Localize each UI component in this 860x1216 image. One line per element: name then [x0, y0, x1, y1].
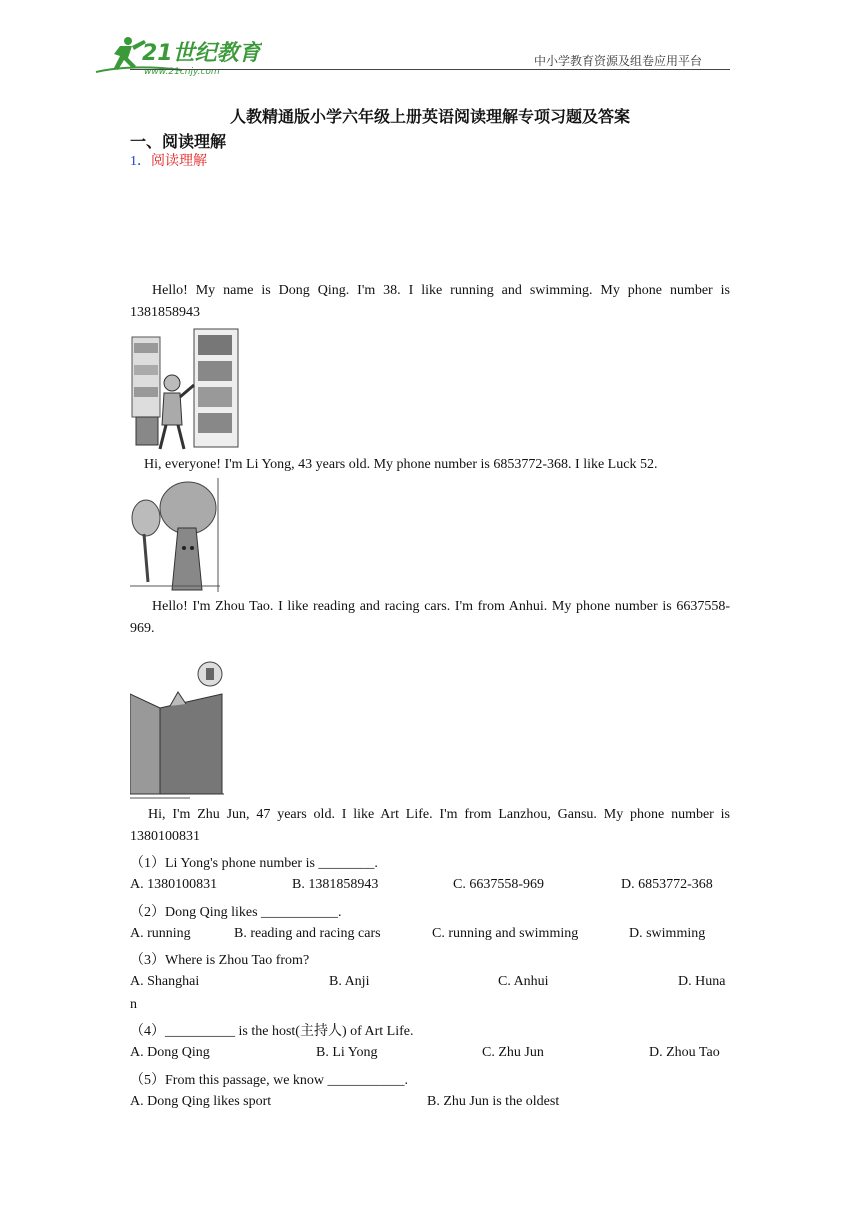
q1-option-c[interactable]: C. 6637558-969 [453, 877, 544, 892]
q3-option-b[interactable]: B. Anji [329, 974, 370, 989]
question-type: 阅读理解 [151, 154, 207, 169]
q1-option-d[interactable]: D. 6853772-368 [621, 877, 713, 892]
question-5-stem: （5）From this passage, we know ___________. [130, 1073, 409, 1088]
logo-url: www.21cnjy.com [144, 67, 220, 77]
header-divider [130, 69, 730, 70]
q4-option-b[interactable]: B. Li Yong [316, 1045, 378, 1060]
passage-text: Hi, I'm Zhu Jun, 47 years old. I like Art Life. I'm from Lanzhou, Gansu. My phone number is 1380100831 [130, 807, 730, 844]
document-title: 人教精通版小学六年级上册英语阅读理解专项习题及答案 [229, 109, 630, 126]
site-logo [92, 34, 262, 78]
q4-option-a[interactable]: A. Dong Qing [130, 1045, 210, 1060]
passage-2 [144, 454, 734, 476]
q3-option-d-wrap: n [130, 997, 137, 1012]
question-1-stem: （1）Li Yong's phone number is ________. [130, 856, 378, 871]
illustration-street [130, 654, 224, 800]
logo-text: 21世纪教育 [142, 41, 261, 66]
question-3-stem: （3）Where is Zhou Tao from? [130, 953, 310, 968]
question-heading [130, 150, 207, 170]
passage-4 [130, 804, 730, 848]
illustration-tree [130, 478, 220, 592]
passage-text: Hello! I'm Zhou Tao. I like reading and racing cars. I'm from Anhui. My phone number is 6637558-969. [130, 599, 730, 636]
q2-option-b[interactable]: B. reading and racing cars [234, 926, 381, 941]
section-title: 一、阅读理解 [130, 134, 227, 151]
q3-option-d[interactable]: D. Huna [678, 974, 726, 989]
question-2-stem: （2）Dong Qing likes ___________. [130, 905, 342, 920]
q2-option-d[interactable]: D. swimming [629, 926, 706, 941]
passage-text: Hello! My name is Dong Qing. I'm 38. I like running and swimming. My phone number is 1381858943 [130, 283, 730, 320]
question-4-stem: （4）__________ is the host(主持人) of Art Life. [130, 1024, 414, 1039]
q3-option-c[interactable]: C. Anhui [498, 974, 549, 989]
question-number: 1． [130, 154, 151, 169]
q4-option-c[interactable]: C. Zhu Jun [482, 1045, 544, 1060]
passage-1 [130, 280, 730, 324]
q2-option-a[interactable]: A. running [130, 926, 191, 941]
q4-option-d[interactable]: D. Zhou Tao [649, 1045, 720, 1060]
passage-3 [130, 596, 730, 640]
platform-label: 中小学教育资源及组卷应用平台 [534, 54, 703, 68]
q2-option-c[interactable]: C. running and swimming [432, 926, 579, 941]
q1-option-a[interactable]: A. 1380100831 [130, 877, 218, 892]
q5-option-b[interactable]: B. Zhu Jun is the oldest [427, 1094, 560, 1109]
q5-option-a[interactable]: A. Dong Qing likes sport [130, 1094, 272, 1109]
q1-option-b[interactable]: B. 1381858943 [292, 877, 379, 892]
q3-option-a[interactable]: A. Shanghai [130, 974, 200, 989]
passage-text: Hi, everyone! I'm Li Yong, 43 years old. My phone number is 6853772-368. I like Luck 52. [144, 457, 658, 472]
illustration-shelves [130, 325, 240, 451]
